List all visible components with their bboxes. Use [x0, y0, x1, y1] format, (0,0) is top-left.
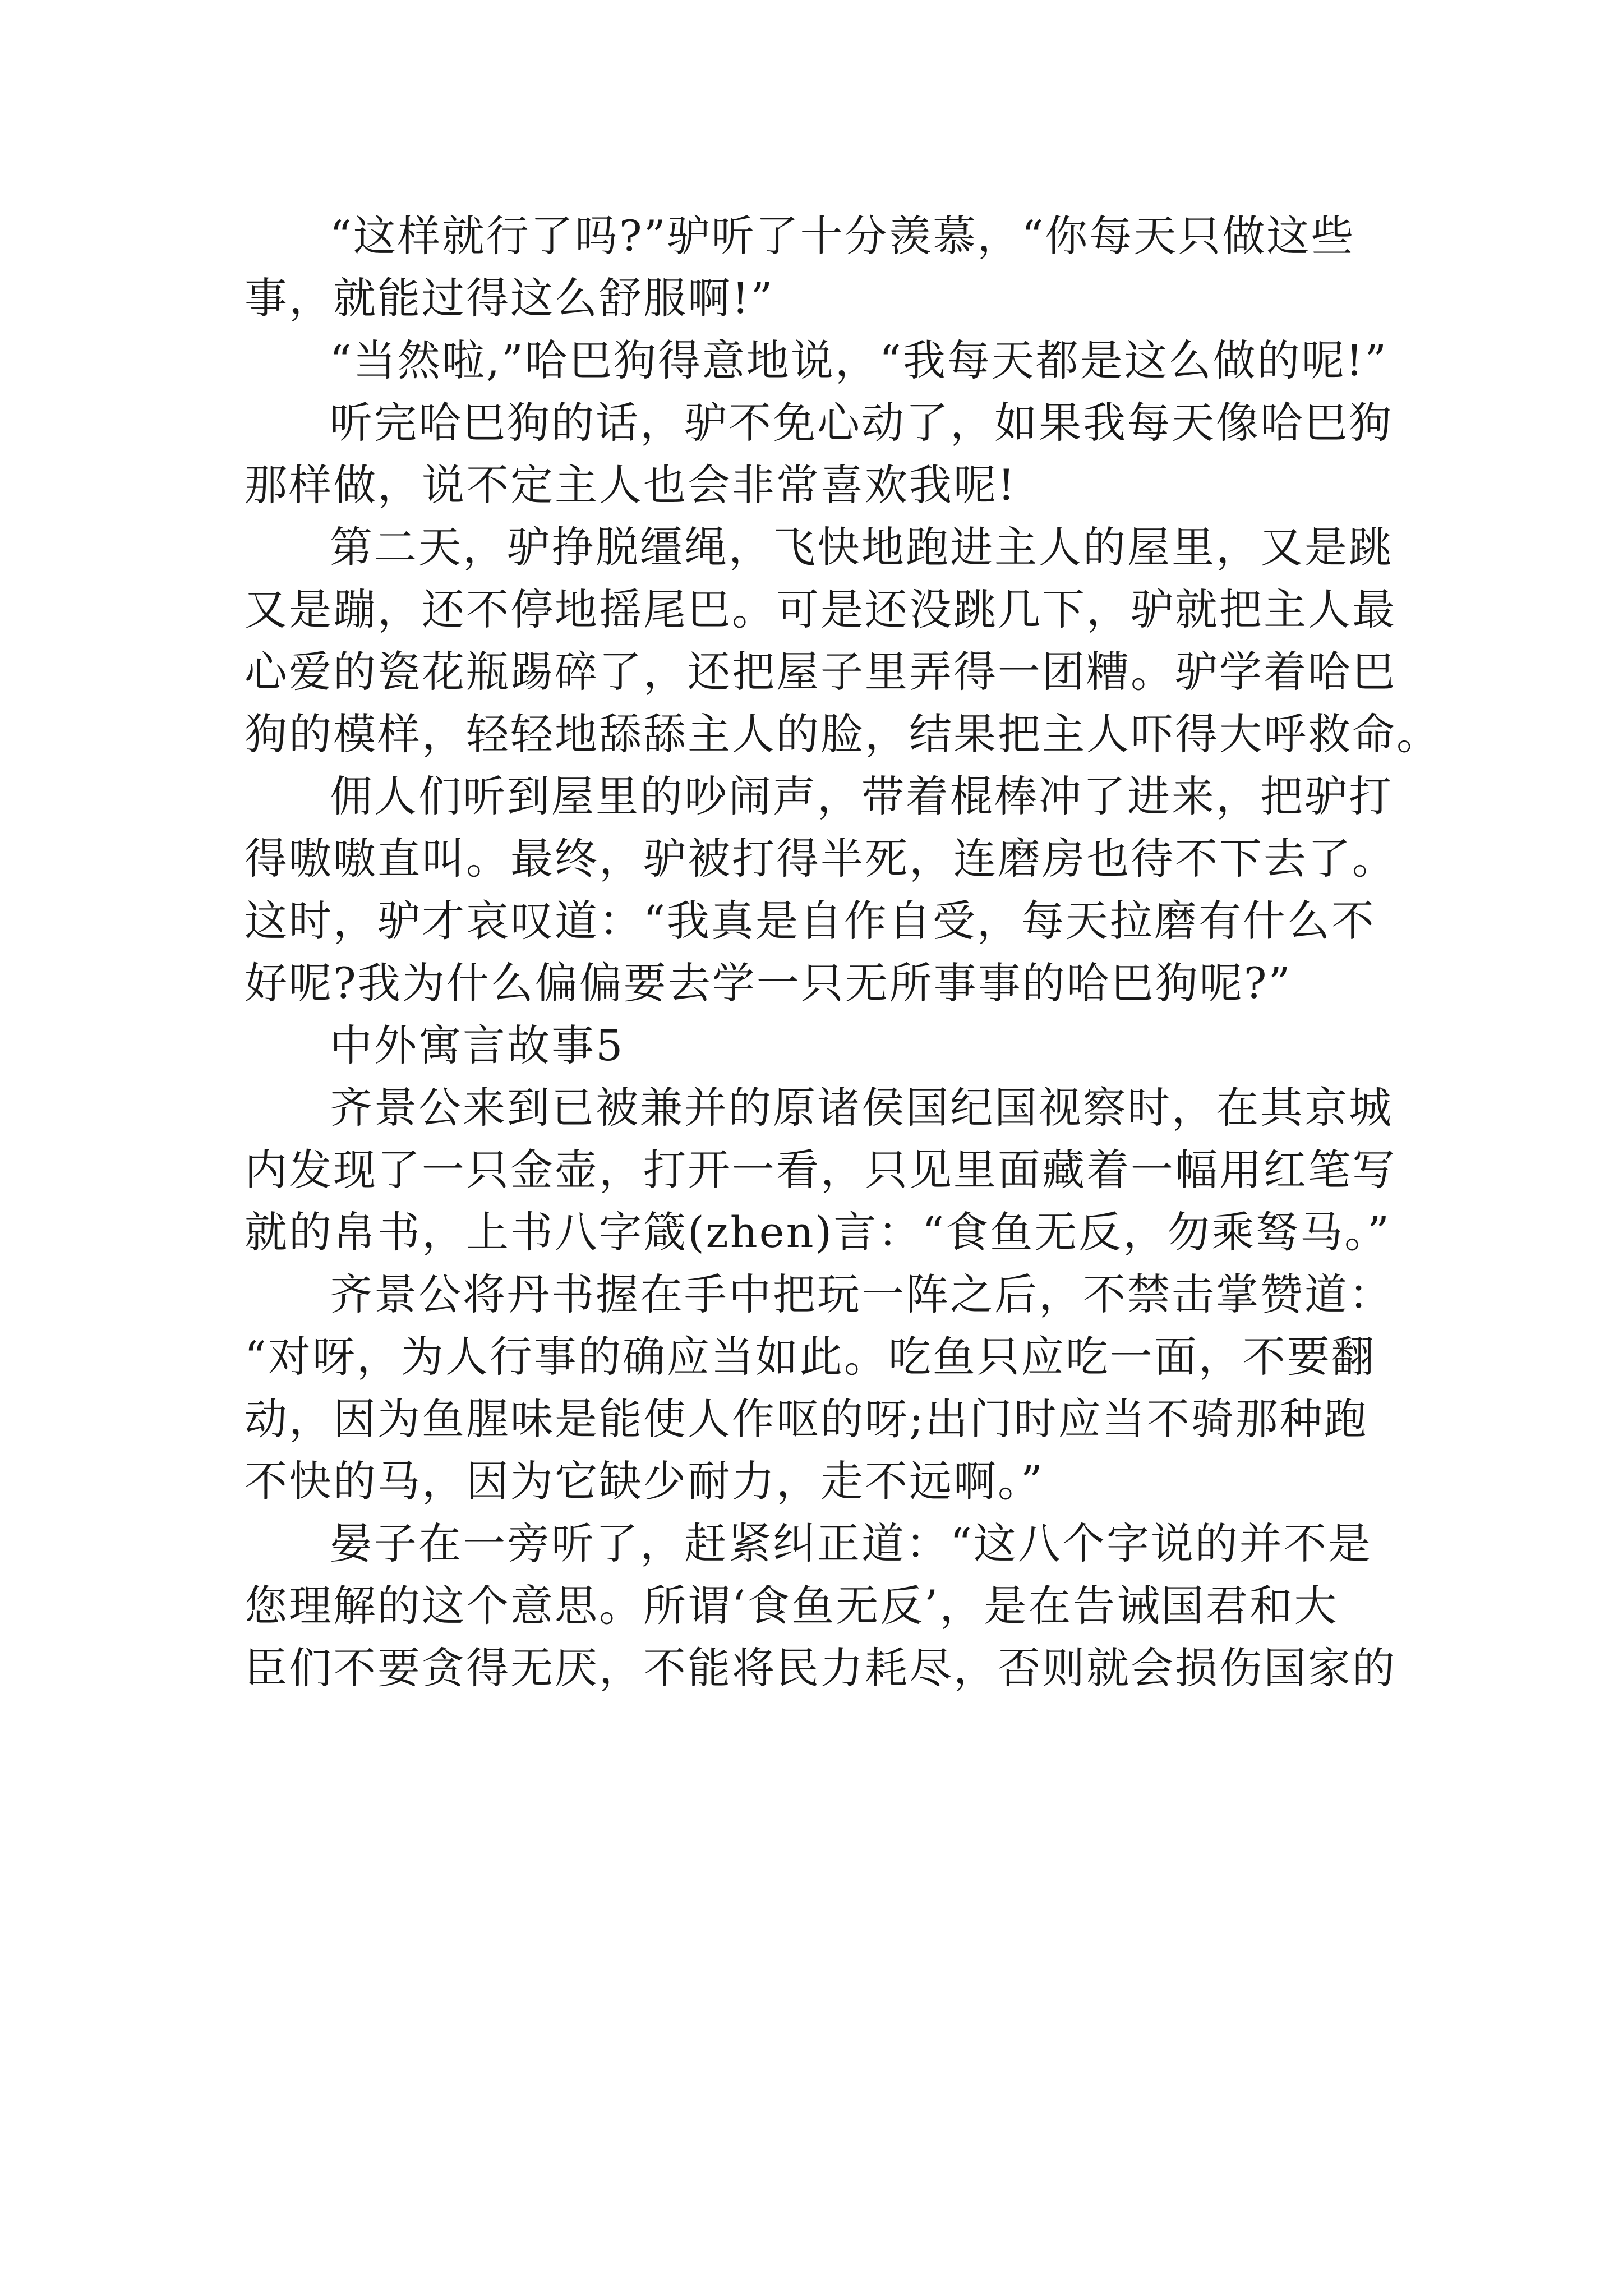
text-line: 心爱的瓷花瓶踢碎了，还把屋子里弄得一团糟。驴学着哈巴	[245, 647, 1396, 697]
text-line: 您理解的这个意思。所谓‘食鱼无反’，是在告诫国君和大	[245, 1581, 1339, 1631]
text-line: 内发现了一只金壶，打开一看，只见里面藏着一幅用红笔写	[245, 1145, 1396, 1195]
text-line: 动，因为鱼腥味是能使人作呕的呀;出门时应当不骑那种跑	[245, 1394, 1368, 1444]
text-line: 齐景公将丹书握在手中把玩一阵之后，不禁击掌赞道：	[330, 1269, 1393, 1319]
text-line: 好呢?我为什么偏偏要去学一只无所事事的哈巴狗呢?”	[245, 958, 1292, 1008]
text-line: 佣人们听到屋里的吵闹声，带着棍棒冲了进来，把驴打	[330, 771, 1393, 821]
text-line: 这时，驴才哀叹道：“我真是自作自受，每天拉磨有什么不	[245, 896, 1376, 946]
text-line: 听完哈巴狗的话，驴不免心动了，如果我每天像哈巴狗	[330, 398, 1393, 448]
text-line: 第二天，驴挣脱缰绳，飞快地跑进主人的屋里，又是跳	[330, 522, 1393, 572]
document-body	[245, 205, 1441, 1699]
section-heading: 中外寓言故事5	[330, 1020, 625, 1070]
text-line: 晏子在一旁听了，赶紧纠正道：“这八个字说的并不是	[330, 1519, 1372, 1568]
text-line: 齐景公来到已被兼并的原诸侯国纪国视察时，在其京城	[330, 1083, 1393, 1133]
text-line: 得嗷嗷直叫。最终，驴被打得半死，连磨房也待不下去了。	[245, 834, 1396, 884]
text-line: “这样就行了吗?”驴听了十分羡慕，“你每天只做这些	[330, 211, 1355, 261]
text-line: 事，就能过得这么舒服啊!”	[245, 273, 774, 323]
text-line: 就的帛书，上书八字箴(zhen)言：“食鱼无反，勿乘驽马。”	[245, 1207, 1391, 1257]
text-line: 不快的马，因为它缺少耐力，走不远啊。”	[245, 1456, 1044, 1506]
text-line: “对呀，为人行事的确应当如此。吃鱼只应吃一面，不要翻	[245, 1332, 1376, 1382]
text-line: 又是蹦，还不停地摇尾巴。可是还没跳几下，驴就把主人最	[245, 585, 1396, 634]
text-line: 那样做，说不定主人也会非常喜欢我呢!	[245, 460, 1017, 510]
text-line: 狗的模样，轻轻地舔舔主人的脸，结果把主人吓得大呼救命。	[245, 709, 1441, 759]
text-line: “当然啦,”哈巴狗得意地说，“我每天都是这么做的呢!”	[330, 335, 1389, 385]
text-line: 臣们不要贪得无厌，不能将民力耗尽，否则就会损伤国家的	[245, 1643, 1396, 1693]
